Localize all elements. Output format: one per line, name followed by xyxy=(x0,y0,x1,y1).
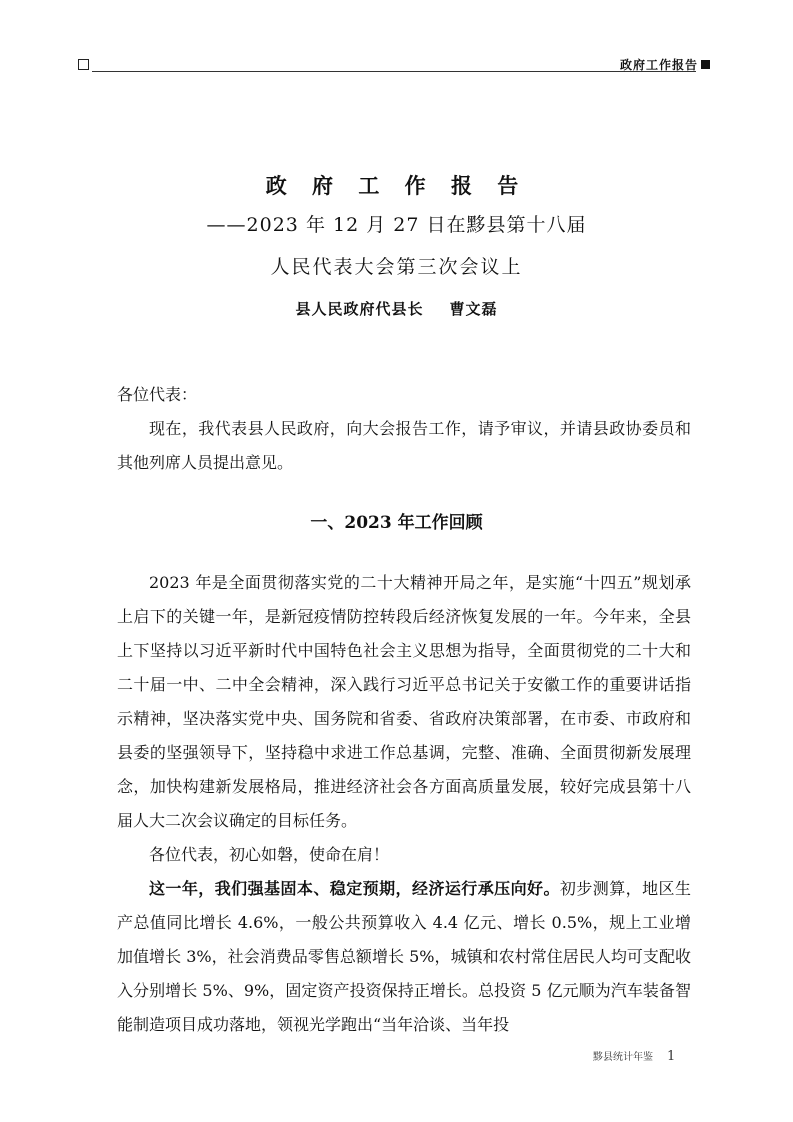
year-paragraph xyxy=(117,872,691,1042)
author-role: 县人民政府代县长 xyxy=(295,300,424,318)
review-paragraph: 2023 年是全面贯彻落实党的二十大精神开局之年，是实施“十四五”规划承上启下的关键一年，是新冠疫情防控转段后经济恢复发展的一年。今年来，全县上下坚持以习近平新时代中国特色社会主义思想为指导，全面贯彻党的二十大和二十届一中、二中全会精神，深入践行习近平总书记关于安徽工作的重要讲话指示精神，坚决落实党中央、国务院和省委、省政府决策部署，在市委、市政府和县委的坚强领导下，坚持稳中求进工作总基调，完整、准确、全面贯彻新发展理念，加快构建新发展格局，推进经济社会各方面高质量发展，较好完成县第十八届人大二次会议确定的目标任务。 xyxy=(117,573,691,830)
section-heading: 一、2023 年工作回顾 xyxy=(310,513,483,533)
footer-source: 黟县统计年鉴 xyxy=(593,1052,653,1063)
year-paragraph-text: 初步测算，地区生产总值同比增长 4.6%，一般公共预算收入 4.4 亿元、增长 0.5%，规上工业增加值增长 3%，社会消费品零售总额增长 5%，城镇和农村常住居民人均可支配收入分别增长 5%、9%，固定资产投资保持正增长。总投资 5 亿元顺为汽车装备智能制造项目成功落地，领视光学跑出“当年洽谈、当年投 xyxy=(117,879,691,1034)
header-rule xyxy=(92,71,696,72)
header-title: 政府工作报告 xyxy=(619,58,698,72)
page-number: 1 xyxy=(667,1049,676,1064)
year-paragraph-lead: 这一年，我们强基固本、稳定预期，经济运行承压向好。 xyxy=(149,879,560,898)
document-title: 政 府 工 作 报 告 xyxy=(265,173,528,198)
appeal-paragraph: 各位代表，初心如磐，使命在肩！ xyxy=(149,845,390,864)
intro-paragraph: 现在，我代表县人民政府，向大会报告工作，请予审议，并请县政协委员和其他列席人员提出意见。 xyxy=(117,419,691,472)
header-checkbox-mark xyxy=(78,59,89,70)
salutation: 各位代表： xyxy=(117,385,198,404)
header-square-mark xyxy=(701,60,710,69)
author-name: 曹文磊 xyxy=(449,300,498,318)
page-footer xyxy=(593,1048,675,1064)
author-line xyxy=(0,298,793,319)
review-body xyxy=(117,566,691,1042)
document-subtitle-line1: ——2023 年 12 月 27 日在黟县第十八届 xyxy=(206,214,587,236)
running-header xyxy=(78,58,710,74)
document-subtitle-line2: 人民代表大会第三次会议上 xyxy=(270,256,523,278)
